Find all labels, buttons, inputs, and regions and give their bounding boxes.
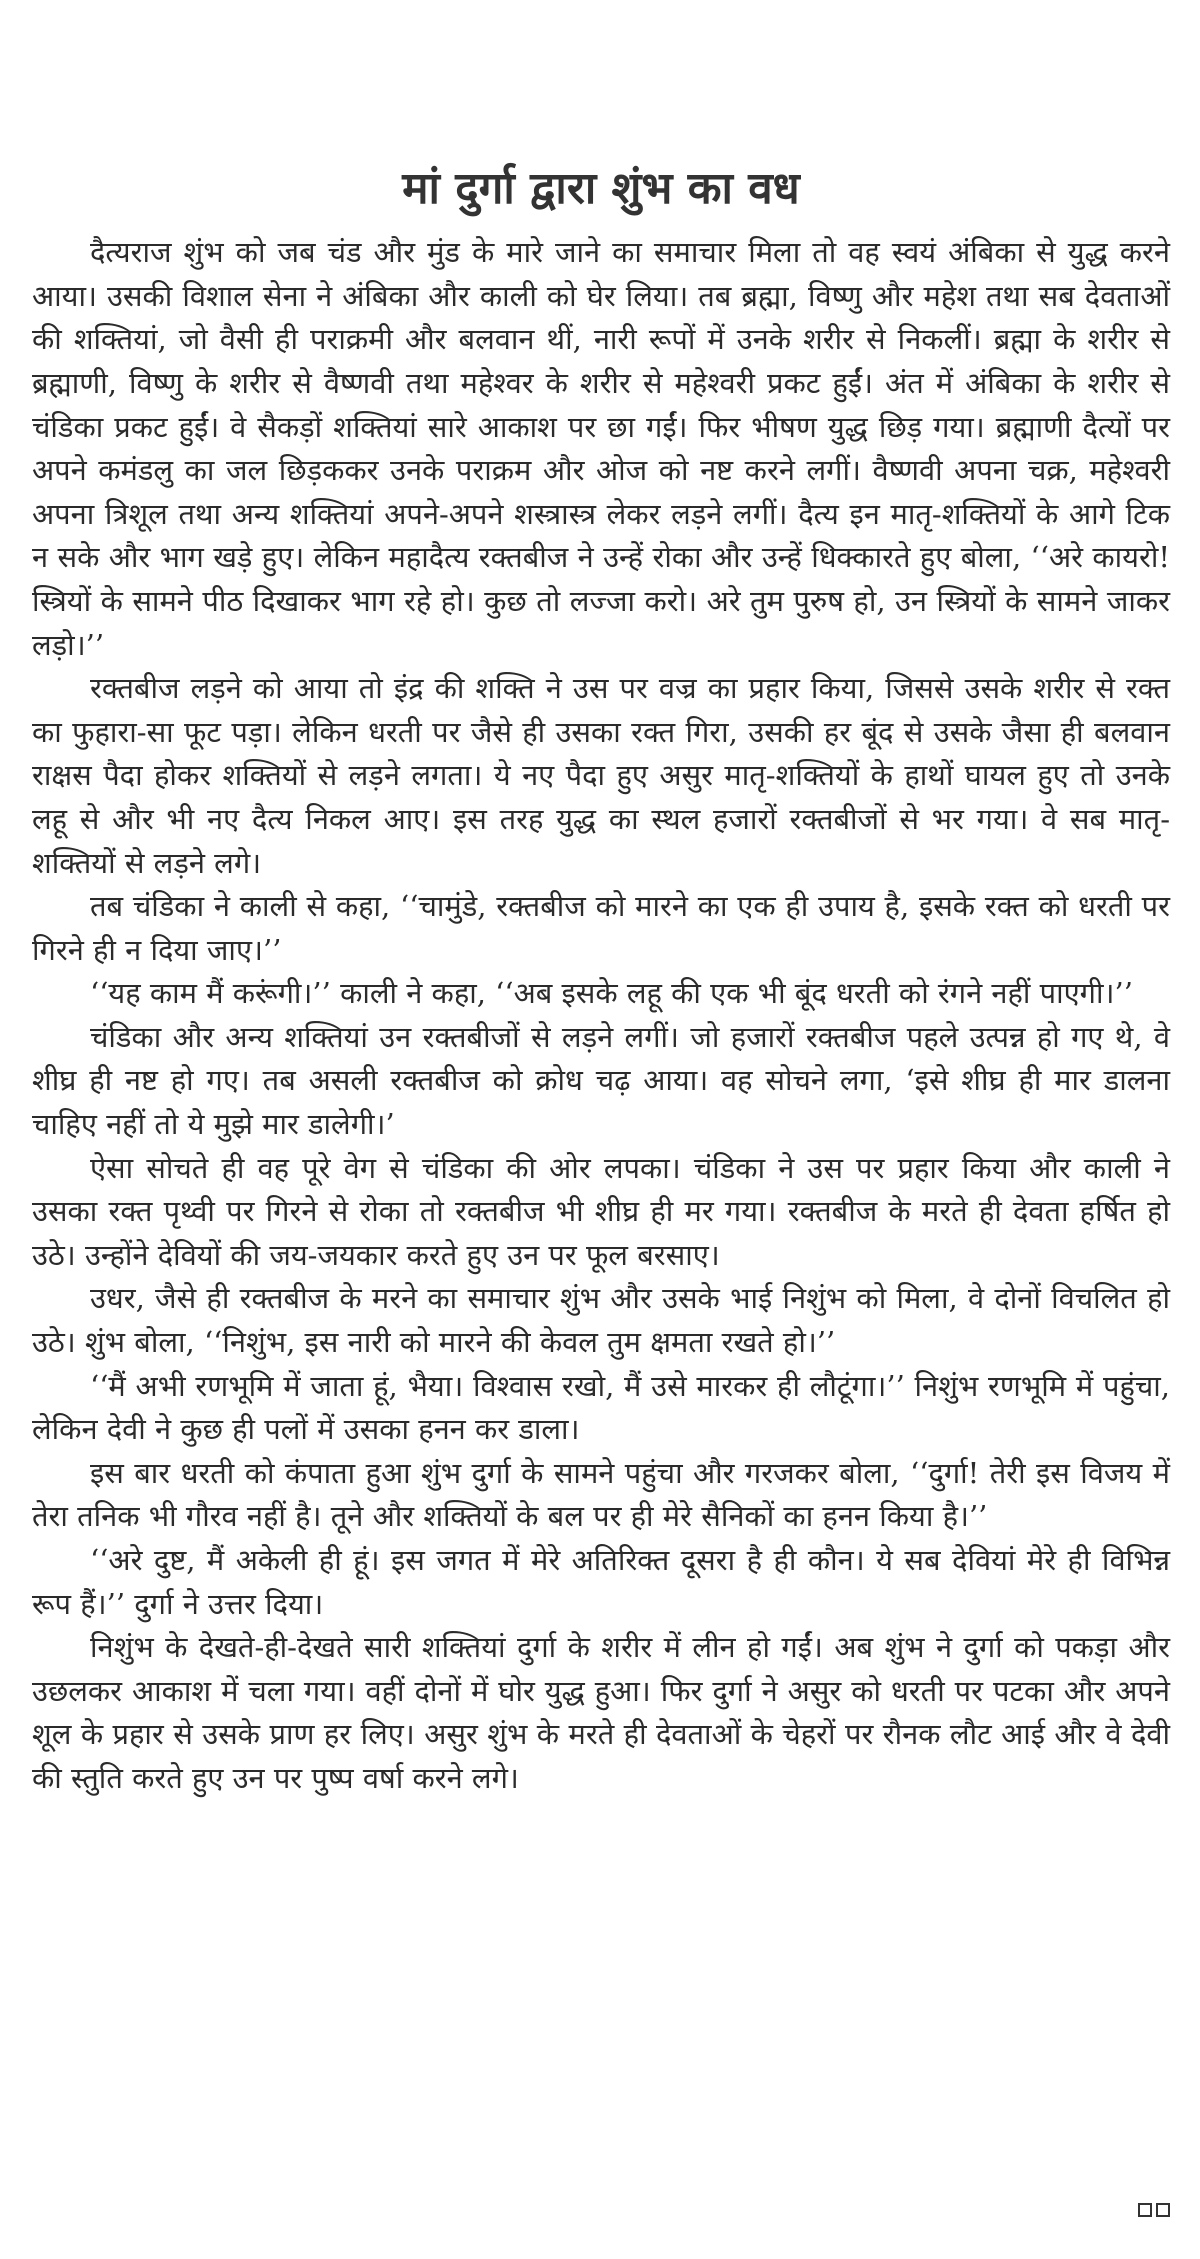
paragraph-6: ऐसा सोचते ही वह पूरे वेग से चंडिका की ओर लपका। चंडिका ने उस पर प्रहार किया और काली ने उसका रक्त पृथ्वी पर गिरने से रोका तो रक्तबीज भी शीघ्र ही मर गया। रक्तबीज के मरते ही देवता हर्षित हो उठे। उन्होंने देवियों की जय-जयकार करते हुए उन पर फूल बरसाए।: [32, 1150, 1170, 1272]
square-icon: [1156, 2203, 1170, 2217]
paragraph-4: ‘‘यह काम मैं करूंगी।’’ काली ने कहा, ‘‘अब इसके लहू की एक भी बूंद धरती को रंगने नहीं पाएगी।’’: [90, 976, 1133, 1011]
document-title: मां दुर्गा द्वारा शुंभ का वध: [402, 163, 800, 214]
square-icon: [1138, 2203, 1152, 2217]
paragraph-7: उधर, जैसे ही रक्तबीज के मरने का समाचार शुंभ और उसके भाई निशुंभ को मिला, वे दोनों विचलित हो उठे। शुंभ बोला, ‘‘निशुंभ, इस नारी को मारने की केवल तुम क्षमता रखते हो।’’: [32, 1281, 1170, 1360]
paragraph-8: ‘‘मैं अभी रणभूमि में जाता हूं, भैया। विश्वास रखो, मैं उसे मारकर ही लौटूंगा।’’ निशुंभ रणभूमि में पहुंचा, लेकिन देवी ने कुछ ही पलों में उसका हनन कर डाला।: [32, 1368, 1170, 1447]
paragraph-10: ‘‘अरे दुष्ट, मैं अकेली ही हूं। इस जगत में मेरे अतिरिक्त दूसरा है ही कौन। ये सब देवियां मेरे ही विभिन्न रूप हैं।’’ दुर्गा ने उत्तर दिया।: [32, 1543, 1170, 1621]
paragraph-11: निशुंभ के देखते-ही-देखते सारी शक्तियां दुर्गा के शरीर में लीन हो गईं। अब शुंभ ने दुर्गा को पकड़ा और उछलकर आकाश में चला गया। वहीं दोनों में घोर युद्ध हुआ। फिर दुर्गा ने असुर को धरती पर पटका और अपने शूल के प्रहार से उसके प्राण हर लिए। असुर शुंभ के मरते ही देवताओं के चेहरों पर रौनक लौट आई और वे देवी की स्तुति करते हुए उन पर पुष्प वर्षा करने लगे।: [32, 1630, 1170, 1795]
paragraph-3: तब चंडिका ने काली से कहा, ‘‘चामुंडे, रक्तबीज को मारने का एक ही उपाय है, इसके रक्त को धरती पर गिरने ही न दिया जाए।’’: [32, 889, 1170, 967]
paragraph-1: दैत्यराज शुंभ को जब चंड और मुंड के मारे जाने का समाचार मिला तो वह स्वयं अंबिका से युद्ध करने आया। उसकी विशाल सेना ने अंबिका और काली को घेर लिया। तब ब्रह्मा, विष्णु और महेश तथा सब देवताओं की शक्तियां, जो वैसी ही पराक्रमी और बलवान थीं, नारी रूपों में उनके शरीर से निकलीं। ब्रह्मा के शरीर से ब्रह्माणी, विष्णु के शरीर से वैष्णवी तथा महेश्वर के शरीर से महेश्वरी प्रकट हुईं। अंत में अंबिका के शरीर से चंडिका प्रकट हुईं। वे सैकड़ों शक्तियां सारे आकाश पर छा गईं। फिर भीषण युद्ध छिड़ गया। ब्रह्माणी दैत्यों पर अपने कमंडलु का जल छिड़ककर उनके पराक्रम और ओज को नष्ट करने लगीं। वैष्णवी अपना चक्र, महेश्वरी अपना त्रिशूल तथा अन्य शक्तियां अपने-अपने शस्त्रास्त्र लेकर लड़ने लगीं। दैत्य इन मातृ-शक्तियों के आगे टिक न सके और भाग खड़े हुए। लेकिन महादैत्य रक्तबीज ने उन्हें रोका और उन्हें धिक्कारते हुए बोला, ‘‘अरे कायरो! स्त्रियों के सामने पीठ दिखाकर भाग रहे हो। कुछ तो लज्जा करो। अरे तुम पुरुष हो, उन स्त्रियों के सामने जाकर लड़ो।’’: [32, 235, 1170, 662]
end-of-text-marker: [1138, 2203, 1170, 2217]
document-page: [32, 160, 1170, 1801]
paragraph-5: चंडिका और अन्य शक्तियां उन रक्तबीजों से लड़ने लगीं। जो हजारों रक्तबीज पहले उत्पन्न हो गए थे, वे शीघ्र ही नष्ट हो गए। तब असली रक्तबीज को क्रोध चढ़ आया। वह सोचने लगा, ‘इसे शीघ्र ही मार डालना चाहिए नहीं तो ये मुझे मार डालेगी।’: [32, 1019, 1170, 1142]
paragraph-9: इस बार धरती को कंपाता हुआ शुंभ दुर्गा के सामने पहुंचा और गरजकर बोला, ‘‘दुर्गा! तेरी इस विजय में तेरा तनिक भी गौरव नहीं है। तूने और शक्तियों के बल पर ही मेरे सैनिकों का हनन किया है।’’: [32, 1455, 1170, 1534]
paragraph-2: रक्तबीज लड़ने को आया तो इंद्र की शक्ति ने उस पर वज्र का प्रहार किया, जिससे उसके शरीर से रक्त का फुहारा-सा फूट पड़ा। लेकिन धरती पर जैसे ही उसका रक्त गिरा, उसकी हर बूंद से उसके जैसा ही बलवान राक्षस पैदा होकर शक्तियों से लड़ने लगता। ये नए पैदा हुए असुर मातृ-शक्तियों के हाथों घायल हुए तो उनके लहू से और भी नए दैत्य निकल आए। इस तरह युद्ध का स्थल हजारों रक्तबीजों से भर गया। वे सब मातृ-शक्तियों से लड़ने लगे।: [32, 671, 1170, 880]
